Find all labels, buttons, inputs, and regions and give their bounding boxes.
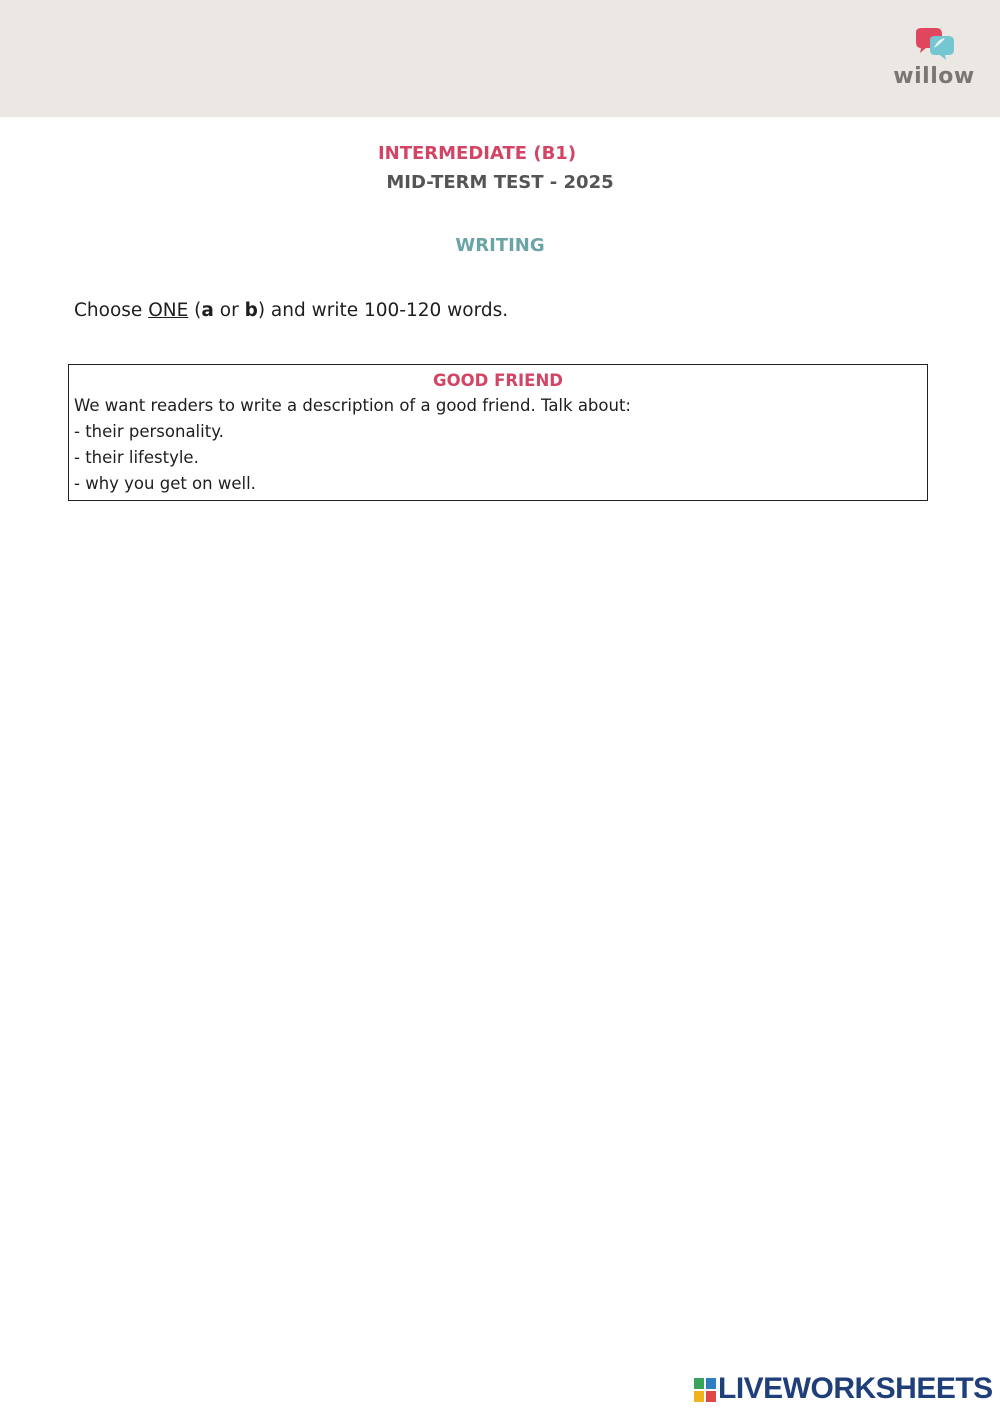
instruction-option-a: a <box>201 300 214 321</box>
instruction-prefix: Choose <box>74 300 149 321</box>
task-prompt: We want readers to write a description of a good friend. Talk about: <box>74 396 631 415</box>
instruction <box>74 300 508 321</box>
test-title: MID-TERM TEST - 2025 <box>386 172 614 193</box>
task-point: - their personality. <box>74 422 224 441</box>
logo-wordmark: willow <box>893 64 975 89</box>
brand-text: LIVEWORKSHEETS <box>718 1372 993 1405</box>
instruction-one: ONE <box>148 300 189 321</box>
liveworksheets-logo-icon <box>694 1378 716 1402</box>
instruction-or: or <box>213 300 245 321</box>
speech-bubbles-icon <box>912 28 956 66</box>
task-point: - their lifestyle. <box>74 448 199 467</box>
header-band <box>0 0 1000 117</box>
section-title: WRITING <box>455 235 545 256</box>
willow-logo <box>892 28 976 92</box>
task-title: GOOD FRIEND <box>433 371 563 390</box>
instruction-suffix: ) and write 100-120 words. <box>257 300 509 321</box>
instruction-open-paren: ( <box>188 300 202 321</box>
level-title: INTERMEDIATE (B1) <box>377 143 577 164</box>
task-point: - why you get on well. <box>74 474 256 493</box>
instruction-option-b: b <box>244 300 258 321</box>
task-box <box>68 364 928 501</box>
